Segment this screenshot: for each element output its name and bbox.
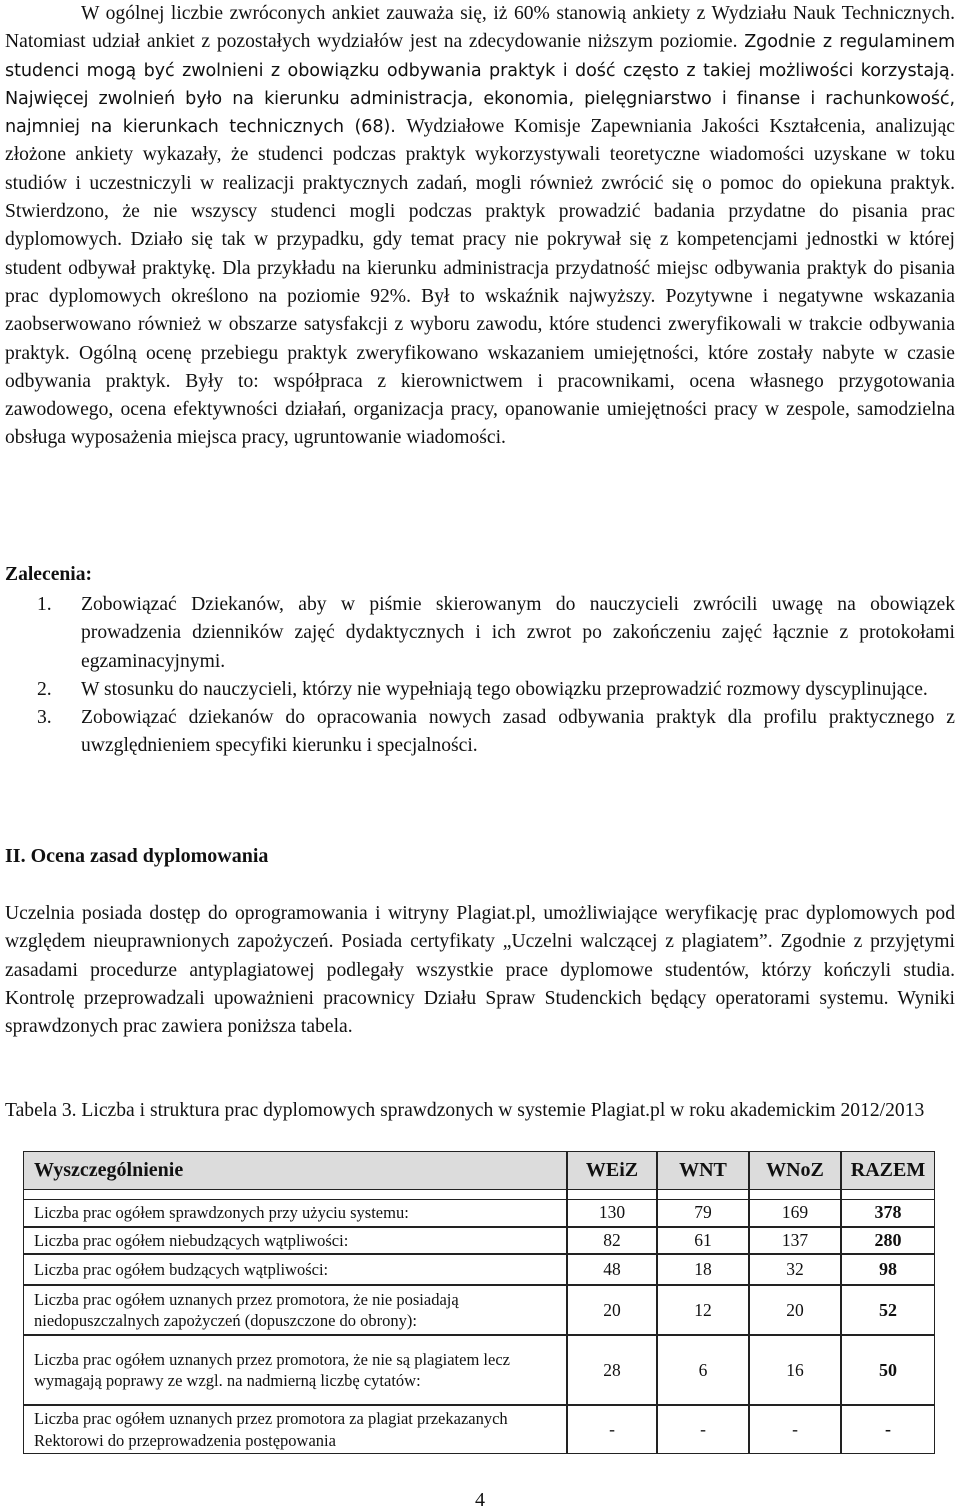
cell-wnoz: 20 [749, 1285, 841, 1335]
cell-total [841, 1254, 935, 1285]
cell-total-value: 50 [879, 1359, 897, 1380]
row-label: Liczba prac ogółem uznanych przez promotora, że nie posiadają niedopuszczalnych zapożyczeń (dopuszczone do obrony): [23, 1285, 567, 1335]
cell-wnoz: 16 [749, 1335, 841, 1405]
table-header-row [23, 1151, 935, 1190]
table-spacer-row [23, 1190, 935, 1199]
row-label: Liczba prac ogółem budzących wątpliwości: [23, 1254, 567, 1285]
cell-wnt: 6 [657, 1335, 749, 1405]
recommendation-text: Zobowiązać Dziekanów, aby w piśmie skierowanym do nauczycieli zwrócili uwagę na obowiązek prowadzenia dzienników zajęć dydaktycznych i ich zwrot po zakończeniu zajęć łącznie z protokołami egzaminacyjnymi. [81, 594, 955, 672]
cell-total [841, 1199, 935, 1227]
section-heading-diploma: II. Ocena zasad dyplomowania [5, 845, 269, 867]
paragraph-plagiarism: Uczelnia posiada dostęp do oprogramowania i witryny Plagiat.pl, umożliwiające weryfikację prac dyplomowych pod względem nieuprawnionych zapożyczeń. Posiada certyfikaty „Uczelni walczącej z plagiatem”. Zgodnie z przyjętymi zasadami procedurze antyplagiatowej podlegały wszystkie prace dyplomowe studentów, którzy kończyli studia. Kontrolę przeprowadzali upoważnieni pracownicy Działu Spraw Studenckich będący operatorami systemu. Wyniki sprawdzonych prac zawiera poniższa tabela. [5, 903, 955, 1038]
cell-wnt: 12 [657, 1285, 749, 1335]
paragraph-survey-part-c: Wydziałowe Komisje Zapewniania Jakości Kształcenia, analizując złożone ankiety wykazały, że studenci podczas praktyk wykorzystywali teoretyczne wiadomości uzyskane w toku studiów i uczestniczyli w realizacji praktycznych zadań, mogli również zwrócić się o pomoc do opiekuna praktyk. Stwierdzono, że nie wszyscy studenci mogli podczas praktyk prowadzić badania przydatne do pisania prac dyplomowych. Działo się tak w przypadku, gdy temat pracy nie pokrywał się z kompetencjami jednostki w której student odbywał praktykę. Dla przykładu na kierunku administracja przydatność miejsc odbywania praktyk do pisania prac dyplomowych określono na poziomie 92%. Był to wskaźnik najwyższy. Pozytywne i negatywne wskazania zaobserwowano również w obszarze satysfakcji z wyboru zawodu, które studenci zweryfikowali w trakcie odbywania praktyk. Ogólną ocenę przebiegu praktyk zweryfikowano wskazaniem umiejętności, które zostały nabyte w czasie odbywania praktyk. Były to: współpraca z kierownictwem i pracownikami, ocena własnego przygotowania zawodowego, ocena efektywności działań, organizacja pracy, opanowanie umiejętności pracy w zespole, samodzielna obsługa wyposażenia miejsca pracy, ugruntowanie wiadomości. [5, 116, 955, 449]
cell-weiz: 48 [567, 1254, 657, 1285]
recommendation-item [5, 676, 955, 704]
cell-weiz: 20 [567, 1285, 657, 1335]
cell-total-value: - [885, 1419, 891, 1439]
recommendation-item [5, 591, 955, 676]
cell-weiz: 82 [567, 1227, 657, 1255]
cell-wnoz: 32 [749, 1254, 841, 1285]
cell-wnt: 79 [657, 1199, 749, 1227]
row-label: Liczba prac ogółem uznanych przez promotora za plagiat przekazanych Rektorowi do przeprowadzenia postępowania [23, 1405, 567, 1454]
cell-total [841, 1227, 935, 1255]
paragraph-survey-part-b: Zgodnie z regulaminem studenci mogą być zwolnieni z obowiązku odbywania praktyk i dość często z takiej możliwości korzystają. Najwięcej zwolnień było na kierunku administracja, ekonomia, pielęgniarstwo i finanse i rachunkowość, najmniej na kierunkach technicznych (68). [5, 32, 955, 138]
header-cell-wnt: WNT [657, 1151, 749, 1190]
recommendation-text: W stosunku do nauczycieli, którzy nie wypełniają tego obowiązku przeprowadzić rozmowy dyscyplinujące. [81, 678, 928, 700]
cell-total-value: 52 [879, 1299, 897, 1320]
cell-total [841, 1285, 935, 1335]
table-caption: Tabela 3. Liczba i struktura prac dyplomowych sprawdzonych w systemie Plagiat.pl w roku akademickim 2012/2013 [5, 1100, 925, 1121]
cell-total [841, 1335, 935, 1405]
cell-weiz: 28 [567, 1335, 657, 1405]
row-label: Liczba prac ogółem niebudzących wątpliwości: [23, 1227, 567, 1255]
cell-total [841, 1405, 935, 1454]
page-number: 4 [475, 1489, 485, 1511]
cell-weiz: 130 [567, 1199, 657, 1227]
table-row [23, 1335, 935, 1405]
cell-wnoz: 169 [749, 1199, 841, 1227]
recommendations-label: Zalecenia: [5, 564, 93, 585]
paragraph-survey-results [5, 0, 955, 453]
recommendation-item [5, 704, 955, 761]
cell-total-value: 280 [874, 1229, 902, 1250]
recommendations-list [5, 591, 955, 761]
cell-weiz: - [567, 1405, 657, 1454]
cell-wnoz: - [749, 1405, 841, 1454]
recommendation-number: 3. [37, 707, 52, 729]
row-label: Liczba prac ogółem uznanych przez promotora, że nie są plagiatem lecz wymagają poprawy ze wzgl. na nadmierną liczbę cytatów: [23, 1335, 567, 1405]
table-row [23, 1285, 935, 1335]
table-row [23, 1405, 935, 1454]
plagiarism-results-table [23, 1151, 935, 1454]
header-cell-total: RAZEM [841, 1151, 935, 1190]
paragraph-survey-part-a: W ogólnej liczbie zwróconych ankiet zauważa się, iż 60% stanowią ankiety z Wydziału Nauk Technicznych. Natomiast udział ankiet z pozostałych wydziałów jest na zdecydowanie niższym poziomie. [5, 3, 955, 53]
recommendation-number: 1. [37, 594, 52, 615]
cell-wnoz: 137 [749, 1227, 841, 1255]
header-cell-wnoz: WNoZ [749, 1151, 841, 1190]
cell-total-value: 98 [879, 1259, 897, 1279]
table-row [23, 1227, 935, 1255]
cell-wnt: 18 [657, 1254, 749, 1285]
header-cell-description: Wyszczególnienie [23, 1151, 567, 1190]
recommendation-text: Zobowiązać dziekanów do opracowania nowych zasad odbywania praktyk dla profilu praktycznego z uwzględnieniem specyfiki kierunku i specjalności. [81, 707, 955, 757]
row-label: Liczba prac ogółem sprawdzonych przy użyciu systemu: [23, 1199, 567, 1227]
table-row [23, 1199, 935, 1227]
table-row [23, 1254, 935, 1285]
header-cell-weiz: WEiZ [567, 1151, 657, 1190]
cell-wnt: 61 [657, 1227, 749, 1255]
cell-total-value: 378 [874, 1202, 902, 1223]
cell-wnt: - [657, 1405, 749, 1454]
recommendation-number: 2. [37, 678, 52, 700]
